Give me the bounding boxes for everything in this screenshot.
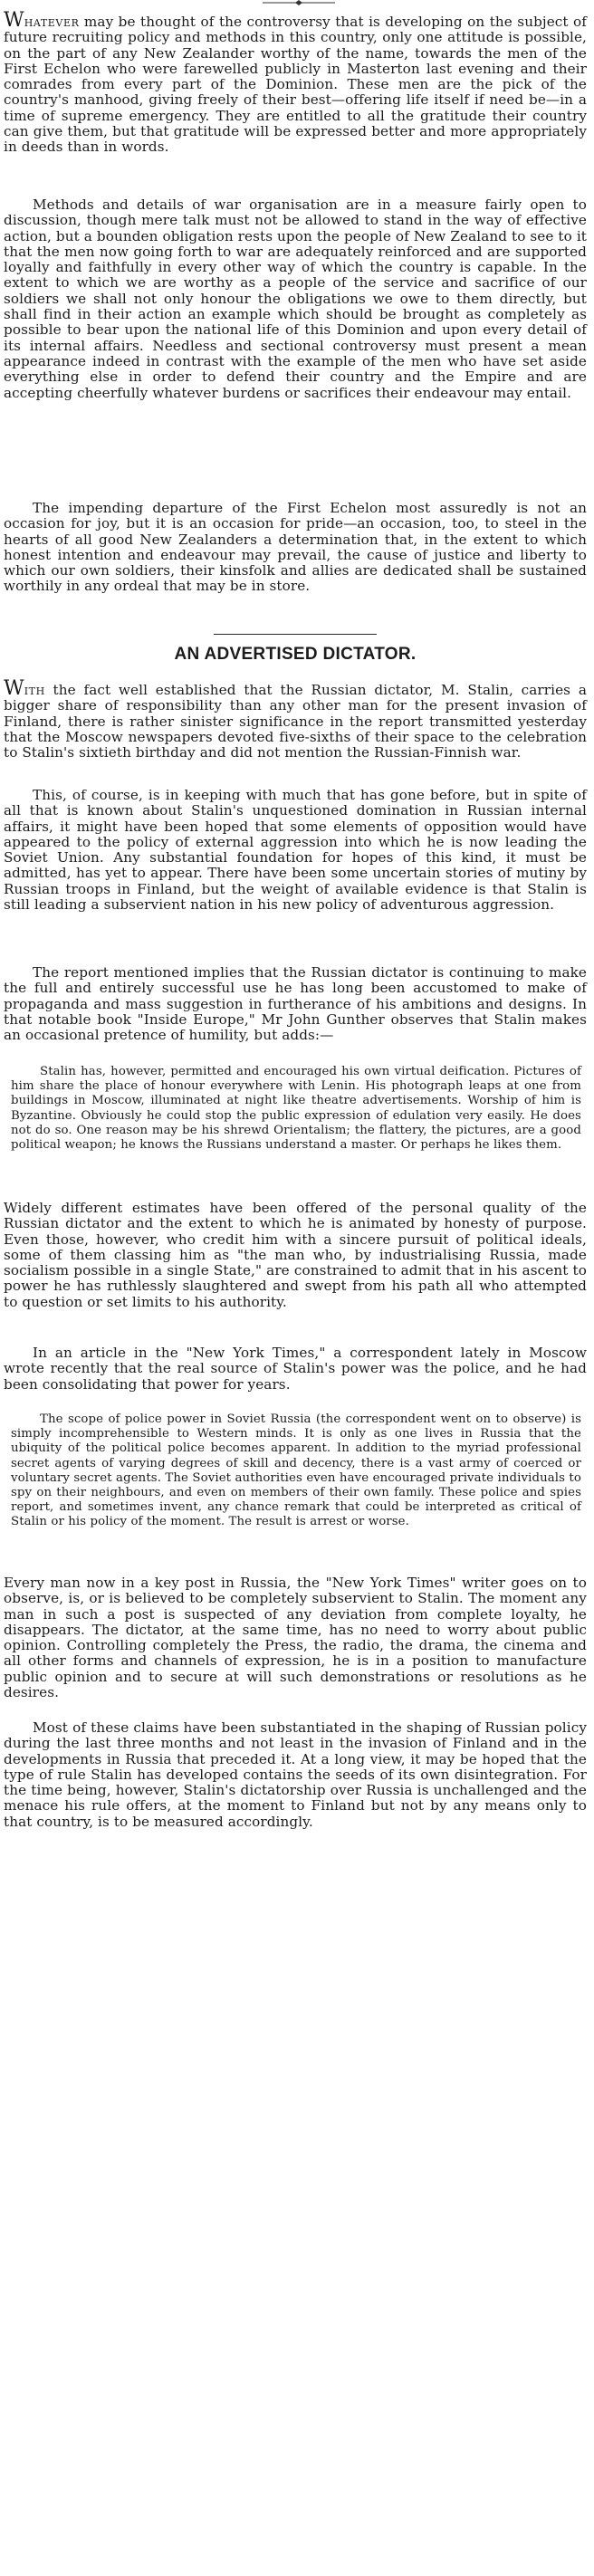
editorial-2-paragraph-2: This, of course, is in keeping with much that has gone before, but in spite of all that is known about Stalin's unquestioned domination in Russian internal affairs, it might have been hoped that some elements of opposition would have appeared to the policy of external aggression into which he is now leading the Soviet Union. Any substantial foundation for hopes of this kind, it must be admitted, has yet to appear. There have been some uncertain stories of mutiny by Russian troops in Finland, but the weight of available evidence is that Stalin is still leading a subservient nation in his new policy of adventurous aggression. <box>4 787 587 914</box>
editorial-1-paragraph-2: Methods and details of war organisation are in a measure fairly open to discussion, though mere talk must not be allowed to stand in the way of effective action, but a bounden obligation rests upon the people of New Zealand to see to it that the men now going forth to war are adequately reinforced and are supported loyally and faithfully in every other way of which the country is capable. In the extent to which we are worthy as a people of the service and sacrifice of our soldiers we shall not only honour the obligations we owe to them directly, but shall find in their action an example which should be brought as completely as possible to bear upon the national life of this Dominion and upon every detail of its internal affairs. Needless and sectional controversy must present a mean appearance indeed in contrast with the example of the men who have set aside everything else in order to defend their country and the Empire and are accepting cheerfully whatever burdens or sacrifices their endeavour may entail. <box>4 196 587 401</box>
editorial-2-paragraph-5: In an article in the "New York Times," a correspondent lately in Moscow wrote recently that the real source of Stalin's power was the police, and he had been consolidating that power for years. <box>4 1345 587 1393</box>
dropcap-letter: W <box>4 9 24 32</box>
paragraph-text: the fact well established that the Russian dictator, M. Stalin, carries a bigger share of responsibility than any other man for the present invasion of Finland, there is rather sinister significance in the report transmitted yesterday that the Moscow newspapers devoted five-sixths of their space to the celebration to Stalin's sixtieth birthday and did not mention the Russian-Finnish war. <box>4 682 587 761</box>
editorial-first-echelon-cont-2 <box>4 501 587 595</box>
editorial-2-paragraph-3: The report mentioned implies that the Russian dictator is continuing to make the full and entirely successful use he has long been accustomed to make of propaganda and mass suggestion in furtherance of his ambitions and designs. In that notable book "Inside Europe," Mr John Gunther observes that Stalin makes an occasional pretence of humility, but adds:— <box>4 964 587 1044</box>
article-heading: AN ADVERTISED DICTATOR. <box>174 645 417 664</box>
editorial-first-echelon <box>4 9 587 156</box>
editorial-dictator-intro <box>4 677 587 761</box>
editorial-dictator-p2 <box>4 788 587 913</box>
paragraph-text: may be thought of the controversy that is developing on the subject of future recruiting policy and methods in this country, only one attitude is possible, on the part of any New Zealander worthy of the name, towards the men of the First Echelon who were farewelled publicly in Masterton last evening and their comrades from every part of the Dominion. These men are the pick of the country's manhood, giving freely of their best—offering life itself if need be—in a time of supreme emergency. They are entitled to all the gratitude their country can give them, but that gratitude will be expressed better and more appropriately in deeds than in words. <box>4 14 587 156</box>
quoted-passage-new-york-times: The scope of police power in Soviet Russia (the correspondent went on to observe) is simply incomprehensible to Western minds. It is only as one lives in Russia that the ubiquity of the political police becomes apparent. In addition to the myriad professional secret agents of varying degrees of skill and decency, there is a vast army of coerced or voluntary secret agents. The Soviet authorities even have encouraged private individuals to spy on their neighbours, and even on members of their own family. These police and spies report, and sometimes invent, any chance remark that could be interpreted as critical of Stalin or his policy of the moment. The result is arrest or worse. <box>11 1412 581 1529</box>
dropcap-letter: W <box>4 677 24 700</box>
editorial-2-paragraph-4: Widely different estimates have been offered of the personal quality of the Russian dictator and the extent to which he is animated by honesty of purpose. Even those, however, who credit him with a sincere pursuit of political ideals, some of them classing him as "the man who, by industrialising Russia, made socialism possible in a single State," are constrained to admit that in his ascent to power he has ruthlessly slaughtered and swept from his path all who attempted to question or set limits to his authority. <box>4 1200 587 1310</box>
editorial-dictator-p3 <box>4 965 587 1043</box>
editorial-1-paragraph-1 <box>4 9 587 156</box>
lead-in-caps: ith <box>24 682 45 698</box>
editorial-2-paragraph-6: Every man now in a key post in Russia, the "New York Times" writer goes on to observe, is, or is believed to be completely subservient to Stalin. The moment any man in such a post is suspected of any deviation from complete loyalty, he disappears. The dictator, at the same time, has no need to worry about public opinion. Controlling completely the Press, the radio, the drama, the cinema and all other forms and channels of expression, he is in a position to manufacture public opinion and to secure at will such demonstrations or resolutions as he desires. <box>4 1575 587 1701</box>
quoted-passage-inside-europe: Stalin has, however, permitted and encouraged his own virtual deification. Pictures of him share the place of honour everywhere with Lenin. His photograph leaps at one from buildings in Moscow, illuminated at night like theatre advertisements. Worship of him is Byzantine. Obviously he could stop the public expression of edulation very easily. He does not do so. One reason may be his shrewd Orientalism; the flattery, the pictures, are a good political weapon; he knows the Russians understand a master. Or perhaps he likes them. <box>11 1065 581 1153</box>
nyt-quotation <box>4 1412 587 1530</box>
lead-in-caps: hatever <box>24 14 80 30</box>
editorial-2-paragraph-7: Most of these claims have been substantiated in the shaping of Russian policy during the last three months and not least in the invasion of Finland and in the developments in Russia that preceded it. At a long view, it may be hoped that the type of rule Stalin has developed contains the seeds of its own disintegration. For the time being, however, Stalin's dictatorship over Russia is unchallenged and the menace his rule offers, at the moment to Finland but not by any means only to that country, is to be measured accordingly. <box>4 1719 587 1830</box>
section-divider-rule <box>214 634 377 635</box>
editorial-2-paragraph-1 <box>4 677 587 761</box>
editorial-dictator-p5 <box>4 1345 587 1393</box>
top-ornament-divider <box>263 0 335 9</box>
editorial-dictator-p7 <box>4 1720 587 1830</box>
editorial-first-echelon-cont <box>4 197 587 401</box>
editorial-dictator-p4 <box>4 1201 587 1310</box>
editorial-1-paragraph-3: The impending departure of the First Echelon most assuredly is not an occasion for joy, but it is an occasion for pride—an occasion, too, to steel in the hearts of all good New Zealanders a determination that, in the extent to which honest intention and endeavour may prevail, the cause of justice and liberty to which our own soldiers, their kinsfolk and allies are dedicated shall be sustained worthily in any ordeal that may be in store. <box>4 500 587 595</box>
gunther-quotation <box>4 1065 587 1153</box>
editorial-dictator-p6 <box>4 1575 587 1700</box>
